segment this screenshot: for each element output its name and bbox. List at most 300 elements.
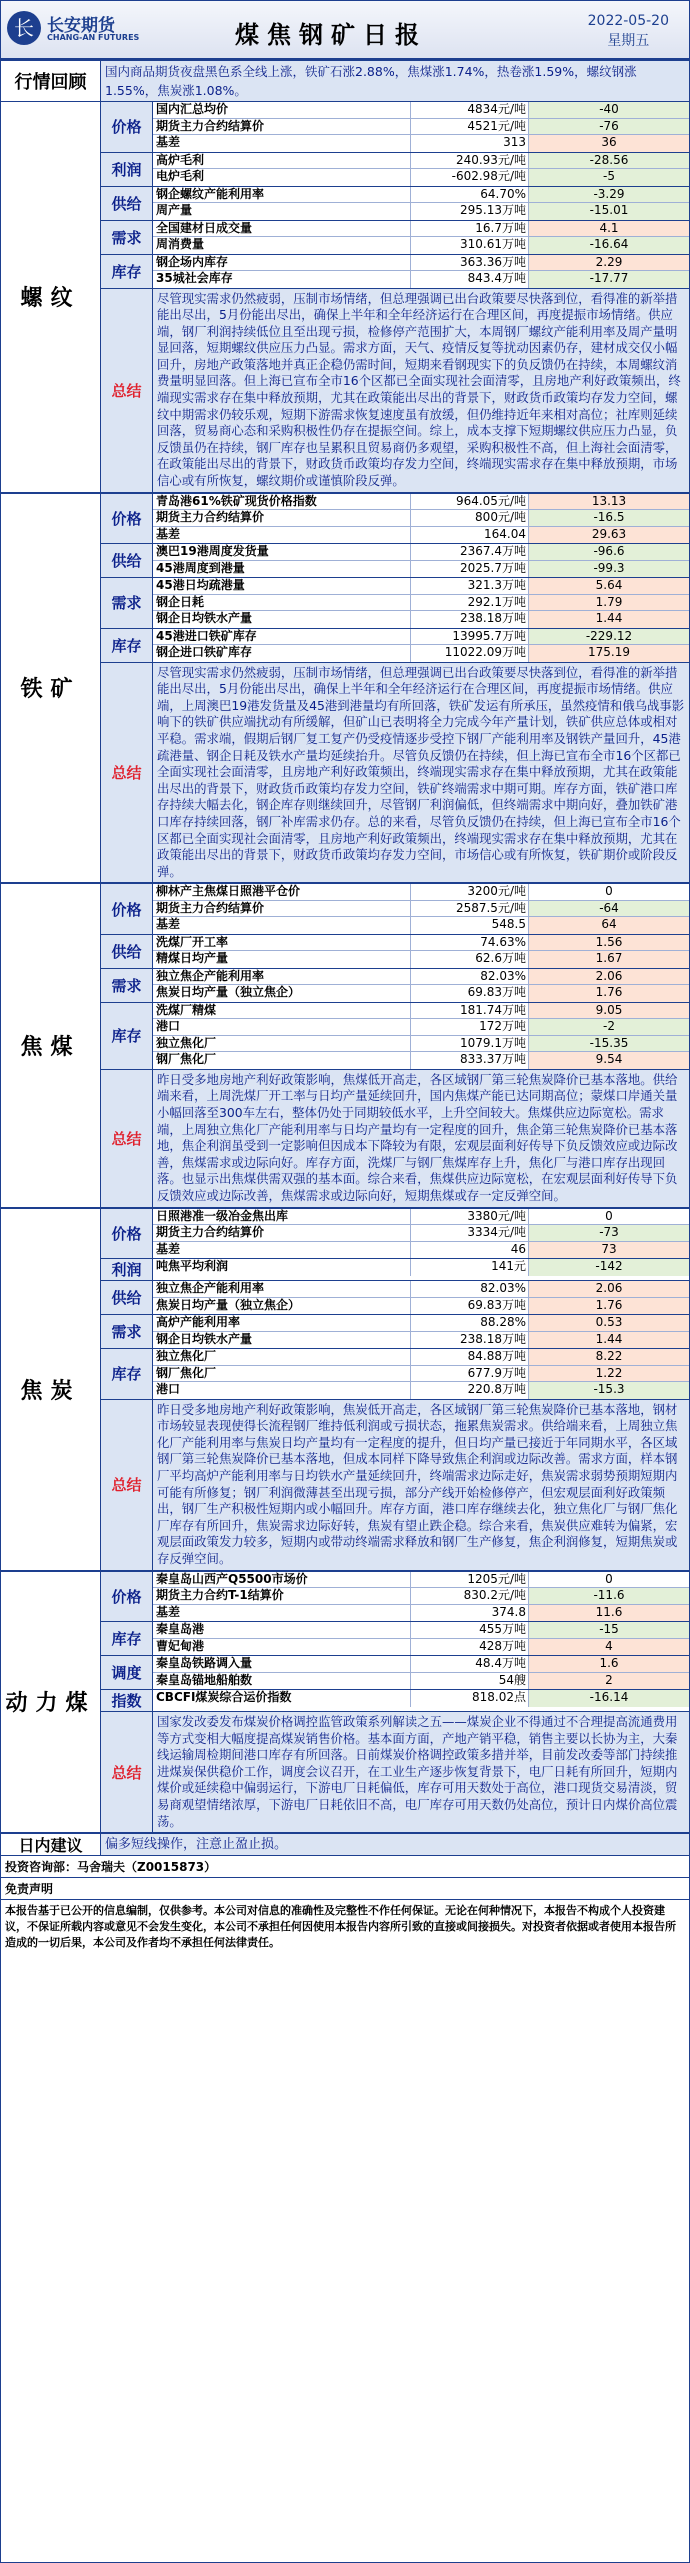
table-row — [153, 271, 689, 288]
indicator-rows — [153, 1656, 689, 1689]
indicator-change: 9.54 — [529, 1052, 689, 1069]
indicator-category: 价格 — [101, 102, 153, 152]
section-summary — [101, 289, 689, 492]
indicator-change: -2 — [529, 1019, 689, 1035]
indicator-name: 高炉毛利 — [153, 153, 411, 169]
section-summary — [101, 1070, 689, 1207]
indicator-name: 钢企进口铁矿库存 — [153, 645, 411, 662]
indicator-name: 钢厂焦化厂 — [153, 1366, 411, 1382]
indicator-group — [101, 1572, 689, 1623]
indicator-change: -15 — [529, 1622, 689, 1638]
indicator-group — [101, 1259, 689, 1281]
table-row — [153, 1019, 689, 1036]
indicator-rows — [153, 629, 689, 662]
analyst-contact: 投资咨询部：马舍瑞夫（Z0015873） — [1, 1856, 689, 1878]
indicator-rows — [153, 1349, 689, 1399]
section-name: 动力煤 — [1, 1572, 101, 1833]
table-row — [153, 969, 689, 986]
section-name: 螺纹 — [1, 102, 101, 492]
table-row — [153, 935, 689, 952]
indicator-name: 全国建材日成交量 — [153, 221, 411, 237]
report-title: 煤焦钢矿日报 — [235, 20, 427, 49]
indicator-group — [101, 544, 689, 578]
market-review — [1, 61, 689, 102]
table-row — [153, 917, 689, 934]
indicator-rows — [153, 1315, 689, 1348]
indicator-category: 指数 — [101, 1690, 153, 1711]
indicator-value: 69.83万吨 — [411, 985, 529, 1002]
indicator-change: 8.22 — [529, 1349, 689, 1365]
indicator-value: 16.7万吨 — [411, 221, 529, 237]
indicator-change: 0 — [529, 884, 689, 900]
logo-name-en: CHANG-AN FUTURES — [47, 33, 140, 42]
table-row — [153, 510, 689, 527]
indicator-name: 柳林产主焦煤日照港平仓价 — [153, 884, 411, 900]
table-row — [153, 1036, 689, 1053]
table-row — [153, 985, 689, 1002]
report-date — [588, 11, 669, 51]
table-row — [153, 1639, 689, 1656]
indicator-change: 1.56 — [529, 935, 689, 951]
indicator-name: 钢企日耗 — [153, 595, 411, 611]
indicator-value: 62.6万吨 — [411, 951, 529, 968]
indicator-name: 电炉毛利 — [153, 169, 411, 186]
table-row — [153, 221, 689, 238]
indicator-change: -16.5 — [529, 510, 689, 526]
table-row — [153, 1656, 689, 1673]
indicator-rows — [153, 221, 689, 254]
indicator-category: 供给 — [101, 187, 153, 220]
indicator-rows — [153, 935, 689, 968]
table-row — [153, 595, 689, 612]
indicator-value: 830.2元/吨 — [411, 1588, 529, 1604]
table-row — [153, 1690, 689, 1707]
logo-name-cn: 长安期货 — [47, 16, 115, 36]
indicator-value: 82.03% — [411, 1281, 529, 1297]
indicator-value: 428万吨 — [411, 1639, 529, 1656]
indicator-name: 吨焦平均利润 — [153, 1259, 411, 1276]
table-row — [153, 255, 689, 272]
logo-mark-icon: 长 — [7, 11, 41, 45]
indicator-value: 455万吨 — [411, 1622, 529, 1638]
section-3 — [1, 1209, 689, 1572]
indicator-value: 1079.1万吨 — [411, 1036, 529, 1052]
indicator-group — [101, 1003, 689, 1070]
indicator-name: 基差 — [153, 1605, 411, 1622]
indicator-change: -73 — [529, 1225, 689, 1241]
indicator-group — [101, 1315, 689, 1349]
indicator-change: 1.22 — [529, 1366, 689, 1382]
indicator-rows — [153, 969, 689, 1002]
indicator-name: 基差 — [153, 135, 411, 152]
indicator-change: 2.06 — [529, 969, 689, 985]
indicator-value: 238.18万吨 — [411, 611, 529, 628]
table-row — [153, 187, 689, 204]
indicator-change: 1.44 — [529, 611, 689, 628]
table-row — [153, 119, 689, 136]
indicator-category: 库存 — [101, 1622, 153, 1655]
indicator-change: -96.6 — [529, 544, 689, 560]
indicator-change: 5.64 — [529, 578, 689, 594]
indicator-name: 秦皇岛港 — [153, 1622, 411, 1638]
indicator-category: 利润 — [101, 1259, 153, 1280]
section-summary — [101, 1712, 689, 1832]
table-row — [153, 561, 689, 578]
indicator-group — [101, 884, 689, 935]
indicator-rows — [153, 578, 689, 628]
section-name: 焦炭 — [1, 1209, 101, 1570]
table-row — [153, 1366, 689, 1383]
table-row — [153, 1281, 689, 1298]
indicator-name: 日照港准一级冶金焦出库 — [153, 1209, 411, 1225]
indicator-group — [101, 629, 689, 663]
indicator-rows — [153, 102, 689, 152]
indicator-value: 321.3万吨 — [411, 578, 529, 594]
indicator-group — [101, 969, 689, 1003]
indicator-change: -99.3 — [529, 561, 689, 578]
indicator-change: 1.79 — [529, 595, 689, 611]
indicator-name: 周产量 — [153, 203, 411, 220]
commodity-sections — [1, 102, 689, 1834]
indicator-value: 292.1万吨 — [411, 595, 529, 611]
indicator-change: -40 — [529, 102, 689, 118]
indicator-change: -28.56 — [529, 153, 689, 169]
indicator-change: -15.3 — [529, 1382, 689, 1399]
indicator-name: 独立焦化厂 — [153, 1036, 411, 1052]
indicator-value: 46 — [411, 1242, 529, 1259]
indicator-value: 240.93元/吨 — [411, 153, 529, 169]
indicator-value: 82.03% — [411, 969, 529, 985]
indicator-name: 洗煤厂开工率 — [153, 935, 411, 951]
indicator-group — [101, 255, 689, 289]
indicator-value: 677.9万吨 — [411, 1366, 529, 1382]
indicator-name: 国内汇总均价 — [153, 102, 411, 118]
indicator-change: 0.53 — [529, 1315, 689, 1331]
section-1 — [1, 494, 689, 885]
indicator-value: 313 — [411, 135, 529, 152]
indicator-change: 11.6 — [529, 1605, 689, 1622]
indicator-group — [101, 1622, 689, 1656]
indicator-name: 期货主力合约结算价 — [153, 1225, 411, 1241]
indicator-name: 港口 — [153, 1019, 411, 1035]
indicator-name: 基差 — [153, 527, 411, 544]
indicator-group — [101, 187, 689, 221]
indicator-value: 310.61万吨 — [411, 237, 529, 254]
indicator-rows — [153, 1281, 689, 1314]
indicator-rows — [153, 187, 689, 220]
table-row — [153, 1242, 689, 1259]
indicator-name: 钢企日均铁水产量 — [153, 1332, 411, 1349]
indicator-rows — [153, 1690, 689, 1711]
indicator-name: 期货主力合约结算价 — [153, 510, 411, 526]
indicator-change: -3.29 — [529, 187, 689, 203]
indicator-name: 35城社会库存 — [153, 271, 411, 288]
summary-text: 国家发改委发布煤炭价格调控监管政策系列解读之五——煤炭企业不得通过不合理提高流通费用等方式变相大幅度提高煤炭销售价格。基本面方面，产地产销平稳，销售主要以长协为主，大秦线运输周检期间港口库存有所回落。日前煤炭价格调控政策多措并举，目前发改委等部门持续推进煤炭保供稳价工作，调度会议召开，在工业生产逐步恢复背景下，电厂日耗有所回升，短期内煤价或延续稳中偏弱运行，下游电厂日耗偏低，库存可用天数处于高位，港口现货交易清淡，贸易商观望情绪浓厚，下游电厂日耗依旧不高，电厂库存可用天数仍处高位，预计日内煤价高位震荡。 — [153, 1712, 689, 1832]
indicator-name: 洗煤厂精煤 — [153, 1003, 411, 1019]
indicator-change: -11.6 — [529, 1588, 689, 1604]
summary-text: 尽管现实需求仍然疲弱，压制市场情绪，但总理强调已出台政策要尽快落到位，看得准的新举措能出尽出，5月份能出尽出，确保上半年和全年经济运行在合理区间，再度提振市场情绪。供应端，钢厂利润持续低位且至出现亏损，检修停产范围扩大，本周钢厂螺纹产能利用率及周产量明显回落，短期螺纹供应压力凸显。需求方面，天气、疫情反复等扰动因素仍存，建材成交仅小幅回升，房地产政策落地并真正企稳仍需时间，短期来看钢现实下的负反馈仍在持续，本周螺纹消费量明显回落。但上海已宣布全市16个区都已全面实现社会面清零，且房地产利好政策频出，终端现实需求存在集中释放预期，尤其在政策能出尽出的背景下，财政货币政策均存发力空间，螺纹中期需求仍较乐观，短期下游需求恢复速度虽有放缓，但仍维持近年来相对高位；社库则延续回落，贸易商心态和采购积极性仍存在提振空间。综上，成本支撑下短期螺纹供应压力凸显，负反馈虽仍在持续，钢厂库存也呈累积且贸易商仍多观望，采购积极性不高，但上海社会面清零，在政策能出尽出的背景下，财政货币政策均存发力空间，终端现实需求存在集中释放预期，市场信心或有所恢复，螺纹期价或谨慎阶段反弹。 — [153, 289, 689, 492]
indicator-value: 74.63% — [411, 935, 529, 951]
indicator-group — [101, 221, 689, 255]
table-row — [153, 901, 689, 918]
indicator-category: 调度 — [101, 1656, 153, 1689]
indicator-name: 独立焦企产能利用率 — [153, 969, 411, 985]
indicator-category: 价格 — [101, 494, 153, 544]
indicator-value: -602.98元/吨 — [411, 169, 529, 186]
indicator-value: 88.28% — [411, 1315, 529, 1331]
indicator-value: 69.83万吨 — [411, 1298, 529, 1315]
section-body — [101, 102, 689, 492]
indicator-change: 64 — [529, 917, 689, 934]
indicator-value: 64.70% — [411, 187, 529, 203]
indicator-value: 548.5 — [411, 917, 529, 934]
indicator-name: 高炉产能利用率 — [153, 1315, 411, 1331]
indicator-category: 价格 — [101, 884, 153, 934]
indicator-category: 需求 — [101, 221, 153, 254]
indicator-name: 基差 — [153, 1242, 411, 1259]
indicator-category: 库存 — [101, 1003, 153, 1069]
indicator-category: 库存 — [101, 629, 153, 662]
indicator-rows — [153, 153, 689, 186]
company-logo — [7, 9, 147, 51]
indicator-name: 港口 — [153, 1382, 411, 1399]
indicator-change: -15.35 — [529, 1036, 689, 1052]
indicator-value: 11022.09万吨 — [411, 645, 529, 662]
indicator-rows — [153, 1572, 689, 1622]
indicator-value: 843.4万吨 — [411, 271, 529, 288]
indicator-change: 1.44 — [529, 1332, 689, 1349]
indicator-change: 4 — [529, 1639, 689, 1656]
advice-text: 偏多短线操作，注意止盈止损。 — [101, 1834, 689, 1855]
indicator-category: 供给 — [101, 935, 153, 968]
indicator-value: 4834元/吨 — [411, 102, 529, 118]
table-row — [153, 1588, 689, 1605]
indicator-value: 295.13万吨 — [411, 203, 529, 220]
indicator-name: 秦皇岛铁路调入量 — [153, 1656, 411, 1672]
indicator-change: -76 — [529, 119, 689, 135]
indicator-value: 833.37万吨 — [411, 1052, 529, 1069]
table-row — [153, 1332, 689, 1349]
indicator-value: 3200元/吨 — [411, 884, 529, 900]
indicator-value: 181.74万吨 — [411, 1003, 529, 1019]
indicator-value: 48.4万吨 — [411, 1656, 529, 1672]
indicator-value: 4521元/吨 — [411, 119, 529, 135]
indicator-rows — [153, 494, 689, 544]
table-row — [153, 1298, 689, 1315]
table-row — [153, 237, 689, 254]
indicator-value: 141元 — [411, 1259, 529, 1276]
section-name: 铁矿 — [1, 494, 101, 883]
table-row — [153, 1605, 689, 1622]
table-row — [153, 1225, 689, 1242]
summary-label: 总结 — [101, 1712, 153, 1832]
indicator-name: 45港周度到港量 — [153, 561, 411, 578]
disclaimer-title: 免责声明 — [1, 1878, 689, 1900]
indicator-name: 青岛港61%铁矿现货价格指数 — [153, 494, 411, 510]
table-row — [153, 1052, 689, 1069]
indicator-value: 3380元/吨 — [411, 1209, 529, 1225]
indicator-value: 164.04 — [411, 527, 529, 544]
indicator-name: 周消费量 — [153, 237, 411, 254]
table-row — [153, 1382, 689, 1399]
indicator-name: 曹妃甸港 — [153, 1639, 411, 1656]
indicator-change: 0 — [529, 1572, 689, 1588]
indicator-group — [101, 578, 689, 629]
indicator-change: 2 — [529, 1673, 689, 1690]
indicator-rows — [153, 1003, 689, 1069]
indicator-group — [101, 1349, 689, 1400]
indicator-value: 2587.5元/吨 — [411, 901, 529, 917]
indicator-category: 需求 — [101, 969, 153, 1002]
table-row — [153, 1349, 689, 1366]
table-row — [153, 1003, 689, 1020]
table-row — [153, 645, 689, 662]
indicator-category: 价格 — [101, 1209, 153, 1259]
indicator-name: 期货主力合约结算价 — [153, 901, 411, 917]
indicator-value: 2367.4万吨 — [411, 544, 529, 560]
report-header — [1, 1, 689, 61]
table-row — [153, 951, 689, 968]
indicator-value: 13995.7万吨 — [411, 629, 529, 645]
indicator-name: 钢企螺纹产能利用率 — [153, 187, 411, 203]
indicator-change: -16.14 — [529, 1690, 689, 1707]
indicator-name: 澳巴19港周度发货量 — [153, 544, 411, 560]
indicator-category: 库存 — [101, 255, 153, 288]
indicator-value: 1205元/吨 — [411, 1572, 529, 1588]
indicator-group — [101, 935, 689, 969]
indicator-name: 基差 — [153, 917, 411, 934]
summary-label: 总结 — [101, 1070, 153, 1207]
table-row — [153, 1572, 689, 1589]
section-body — [101, 884, 689, 1206]
summary-label: 总结 — [101, 1400, 153, 1570]
indicator-value: 363.36万吨 — [411, 255, 529, 271]
summary-label: 总结 — [101, 289, 153, 492]
indicator-value: 2025.7万吨 — [411, 561, 529, 578]
table-row — [153, 494, 689, 511]
indicator-group — [101, 102, 689, 153]
indicator-value: 818.02点 — [411, 1690, 529, 1707]
table-row — [153, 578, 689, 595]
indicator-change: 4.1 — [529, 221, 689, 237]
indicator-value: 172万吨 — [411, 1019, 529, 1035]
intraday-advice — [1, 1834, 689, 1856]
table-row — [153, 629, 689, 646]
table-row — [153, 1259, 689, 1276]
table-row — [153, 1673, 689, 1690]
indicator-name: 钢企场内库存 — [153, 255, 411, 271]
section-body — [101, 494, 689, 883]
market-review-text: 国内商品期货夜盘黑色系全线上涨，铁矿石涨2.88%，焦煤涨1.74%，热卷涨1.59%，螺纹钢涨1.55%，焦炭涨1.08%。 — [101, 61, 689, 101]
table-row — [153, 884, 689, 901]
indicator-category: 供给 — [101, 1281, 153, 1314]
section-2 — [1, 884, 689, 1208]
table-row — [153, 611, 689, 628]
indicator-change: 175.19 — [529, 645, 689, 662]
section-summary — [101, 663, 689, 883]
indicator-group — [101, 1690, 689, 1712]
indicator-change: 1.76 — [529, 985, 689, 1002]
indicator-name: 焦炭日均产量（独立焦企） — [153, 985, 411, 1002]
indicator-category: 供给 — [101, 544, 153, 577]
indicator-value: 800元/吨 — [411, 510, 529, 526]
indicator-rows — [153, 884, 689, 934]
date-text: 2022-05-20 — [587, 13, 669, 29]
table-row — [153, 203, 689, 220]
indicator-change: -17.77 — [529, 271, 689, 288]
indicator-change: 0 — [529, 1209, 689, 1225]
indicator-change: -64 — [529, 901, 689, 917]
indicator-rows — [153, 1622, 689, 1655]
indicator-change: -142 — [529, 1259, 689, 1276]
table-row — [153, 102, 689, 119]
indicator-change: -229.12 — [529, 629, 689, 645]
indicator-change: 36 — [529, 135, 689, 152]
table-row — [153, 169, 689, 186]
indicator-group — [101, 1281, 689, 1315]
indicator-change: 2.06 — [529, 1281, 689, 1297]
indicator-name: CBCFI煤炭综合运价指数 — [153, 1690, 411, 1707]
indicator-change: 13.13 — [529, 494, 689, 510]
indicator-value: 3334元/吨 — [411, 1225, 529, 1241]
indicator-group — [101, 1656, 689, 1690]
indicator-name: 钢厂焦化厂 — [153, 1052, 411, 1069]
indicator-value: 374.8 — [411, 1605, 529, 1622]
advice-label: 日内建议 — [1, 1834, 101, 1855]
indicator-name: 焦炭日均产量（独立焦企） — [153, 1298, 411, 1315]
indicator-change: -5 — [529, 169, 689, 186]
indicator-rows — [153, 1209, 689, 1259]
indicator-change: 73 — [529, 1242, 689, 1259]
section-body — [101, 1209, 689, 1570]
indicator-category: 价格 — [101, 1572, 153, 1622]
weekday-text: 星期五 — [607, 33, 650, 49]
indicator-value: 84.88万吨 — [411, 1349, 529, 1365]
indicator-category: 需求 — [101, 1315, 153, 1348]
indicator-rows — [153, 544, 689, 577]
section-body — [101, 1572, 689, 1833]
summary-text: 昨日受多地房地产利好政策影响，焦炭低开高走，各区域钢厂第三轮焦炭降价已基本落地，钢材市场较显表现使得长流程钢厂维持低利润或亏损状态，拖累焦炭需求。供给端来看，上周独立焦化厂产能利用率与焦炭日均产量均有一定程度的提升，但日均产量已接近于年同期水平，各区域钢厂第三轮焦炭降价已基本落地，但成本同样下降导致焦企利润或边际改善。需求方面，样本钢厂平均高炉产能利用率与日均铁水产量延续回升，终端需求边际走好，焦炭需求弱势预期短期内可能有所修复；钢厂利润微薄甚至出现亏损，部分产线开始检修停产，但宏观层面利好政策频出，钢厂生产积极性短期内或小幅回升。库存方面，港口库存继续去化，独立焦化厂与钢厂焦化厂库存有所回升，焦炭需求边际好转，焦炭有望止跌企稳。综合来看，焦炭供应难转为偏紧，宏观层面政策发力较多，短期内或带动终端需求释放和钢厂生产修复，焦企利润修复，短期焦炭或存反弹空间。 — [153, 1400, 689, 1570]
section-0 — [1, 102, 689, 494]
summary-text: 昨日受多地房地产利好政策影响，焦煤低开高走，各区域钢厂第三轮焦炭降价已基本落地。供给端来看，上周洗煤厂开工率与日均产量延续回升，国内焦煤产能已达同期高位；蒙煤口岸通关量小幅回落至300车左右，整体仍处于同期较低水平，上升空间较大。焦煤供应边际宽松。需求端，上周独立焦化厂产能利用率与日均产量均有一定程度的回升，焦企第三轮焦炭降价已基本落地，焦企利润虽受到一定影响但因成本下降较为有限，宏观层面利好传导下负反馈效应或边际改善，焦煤需求或边际向好。库存方面，洗煤厂与钢厂焦煤库存上升，焦化厂与港口库存出现回落。也显示出焦煤供需双强的基本面。综合来看，焦煤供应边际宽松，在宏观层面利好传导下负反馈效应或边际改善，焦煤需求或边际向好，短期焦煤或存一定反弹空间。 — [153, 1070, 689, 1207]
indicator-rows — [153, 1259, 689, 1280]
table-row — [153, 527, 689, 544]
section-summary — [101, 1400, 689, 1570]
indicator-change: 1.6 — [529, 1656, 689, 1672]
indicator-name: 秦皇岛锚地船舶数 — [153, 1673, 411, 1690]
indicator-value: 238.18万吨 — [411, 1332, 529, 1349]
summary-label: 总结 — [101, 663, 153, 883]
indicator-change: 1.76 — [529, 1298, 689, 1315]
indicator-name: 45港进口铁矿库存 — [153, 629, 411, 645]
indicator-rows — [153, 255, 689, 288]
disclaimer-text: 本报告基于已公开的信息编制，仅供参考。本公司对信息的准确性及完整性不作任何保证。无论在何种情况下，本报告不构成个人投资建议，不保证所载内容或意见不会发生变化，本公司不承担任何因使用本报告内容所引致的直接或间接损失。对投资者依据或者使用本报告所造成的一切后果，本公司及作者均不承担任何法律责任。 — [5, 1904, 676, 1950]
indicator-change: 1.67 — [529, 951, 689, 968]
indicator-name: 秦皇岛山西产Q5500市场价 — [153, 1572, 411, 1588]
table-row — [153, 153, 689, 170]
indicator-group — [101, 153, 689, 187]
indicator-value: 54艘 — [411, 1673, 529, 1690]
table-row — [153, 1622, 689, 1639]
indicator-change: 2.29 — [529, 255, 689, 271]
indicator-name: 精煤日均产量 — [153, 951, 411, 968]
indicator-name: 期货主力合约结算价 — [153, 119, 411, 135]
indicator-category: 库存 — [101, 1349, 153, 1399]
indicator-change: -16.64 — [529, 237, 689, 254]
indicator-value: 964.05元/吨 — [411, 494, 529, 510]
section-4 — [1, 1572, 689, 1835]
table-row — [153, 544, 689, 561]
